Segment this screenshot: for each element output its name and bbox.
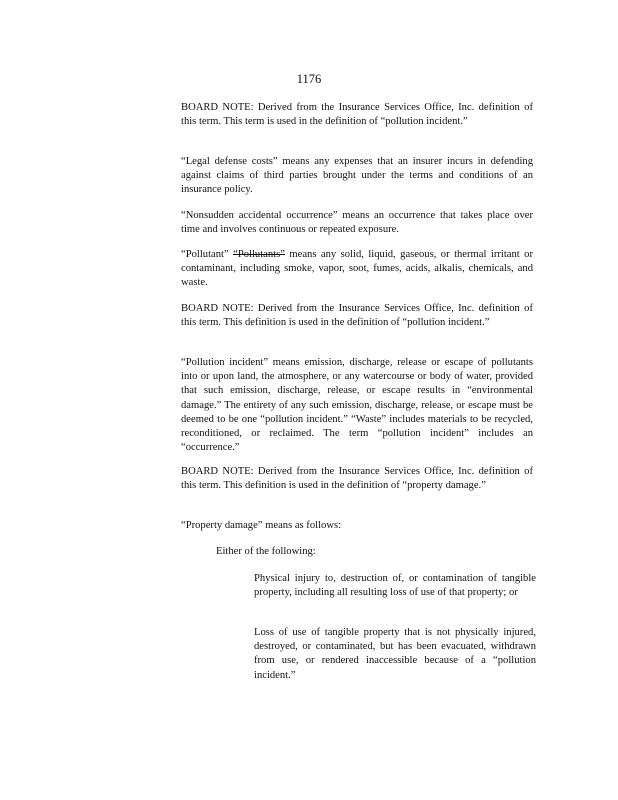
board-note-paragraph: BOARD NOTE: Derived from the Insurance Services Office, Inc. definition of this term. This term is used in the definition of “pollution incident.” (181, 102, 533, 128)
page-number: 1176 (296, 72, 322, 86)
board-note-paragraph: BOARD NOTE: Derived from the Insurance Services Office, Inc. definition of this term. This definition is used in the definition of “property damage.” (181, 466, 533, 492)
pollutant-definition (181, 248, 533, 291)
nonsudden-accidental-occurrence-definition: “Nonsudden accidental occurrence” means an occurrence that takes place over time and involves continuous or repeated exposure. (181, 210, 533, 236)
loss-of-use-item: Loss of use of tangible property that is not physically injured, destroyed, or contaminated, but has been evacuated, withdrawn from use, or rendered inaccessible because of a “pollution incident.” (254, 627, 536, 681)
pollution-incident-definition: “Pollution incident” means emission, discharge, release or escape of pollutants into or upon land, the atmosphere, or any watercourse or body of water, provided that such emission, discharge, release, or escape results in “environmental damage.” The entirety of any such emission, discharge, release, or escape must be deemed to be one “pollution incident.” “Waste” includes materials to be recycled, reconditioned, or reclaimed. The term “pollution incident” includes an “occurrence.” (181, 357, 533, 454)
physical-injury-item: Physical injury to, destruction of, or contamination of tangible property, including all resulting loss of use of that property; or (254, 573, 536, 599)
struck-pollutants-term: “Pollutants” (233, 249, 285, 260)
pollutant-definition-text: means any solid, liquid, gaseous, or thermal irritant or contaminant, including smoke, vapor, soot, fumes, acids, alkalis, chemicals, and waste. (181, 249, 533, 289)
pollutant-term: “Pollutant” (181, 249, 229, 260)
property-damage-definition: “Property damage” means as follows: (181, 520, 342, 531)
either-of-following: Either of the following: (216, 546, 316, 557)
board-note-paragraph: BOARD NOTE: Derived from the Insurance Services Office, Inc. definition of this term. This definition is used in the definition of “pollution incident.” (181, 303, 533, 329)
legal-defense-costs-definition: “Legal defense costs” means any expenses that an insurer incurs in defending against claims of third parties brought under the terms and conditions of an insurance policy. (181, 156, 533, 196)
